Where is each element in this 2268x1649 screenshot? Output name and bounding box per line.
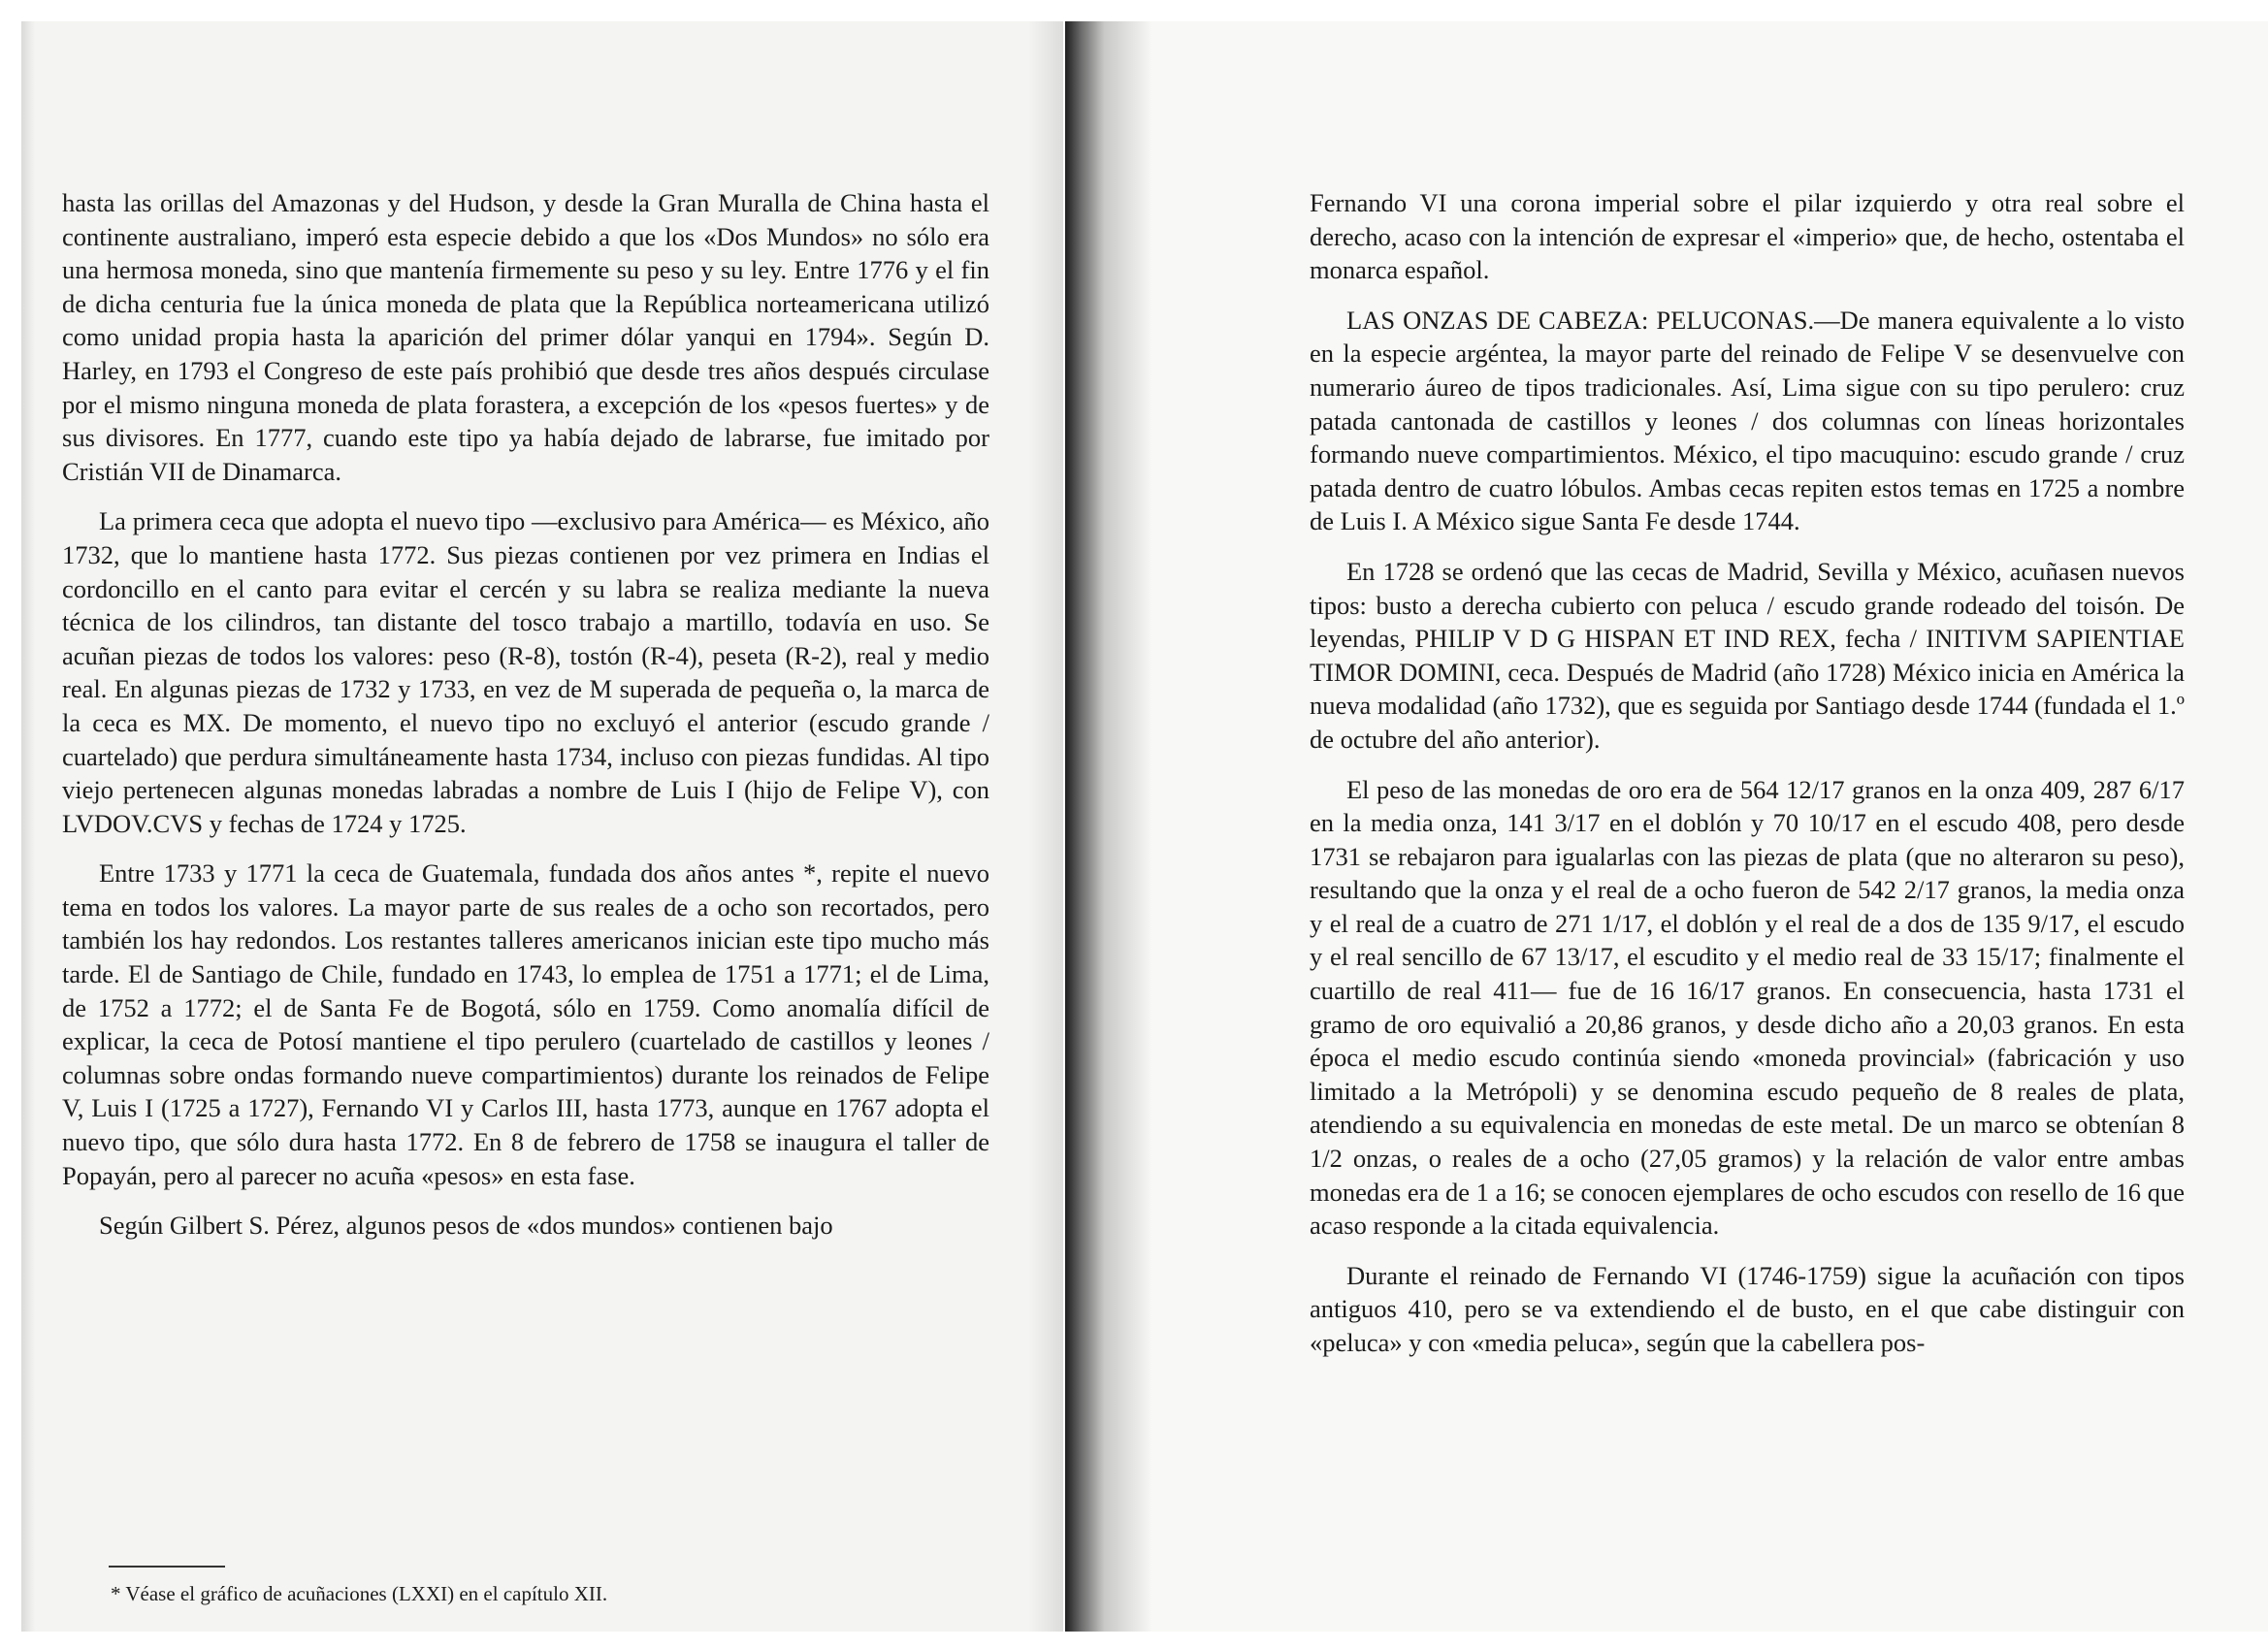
left-paragraph-2: La primera ceca que adoptа el nuevo tipo —exclusivo para América— es México, año 1732, que lo mantiene hasta 1772. Sus piezas contienen por vez primera en Indias el cordoncillo en el canto para evitar el cercén y su labra se realiza mediante la nueva técnica de los cilindros, tan distante del tosco trabajo a martillo, todavía en uso. Se acuñan piezas de todos los valores: peso (R-8), tostón (R-4), peseta (R-2), real y medio real. En algunas piezas de 1732 y 1733, en vez de M superada de pequeña o, la marca de la ceca es MX. De momento, el nuevo tipo no excluyó el anterior (escudo grande / cuartelado) que perdura simultáneamente hasta 1734, incluso con piezas fundidas. Al tipo viejo pertenecen algunas monedas labradas a nombre de Luis I (hijo de Felipe V), con LVDOV.CVS y fechas de 1724 y 1725. xyxy=(62,506,989,838)
right-paragraph-1: Fernando VI una corona imperial sobre el pilar izquierdo y otra real sobre el derecho, acaso con la intención de expresar el «imperio» que, de hecho, ostentaba el monarca español. xyxy=(1310,188,2185,285)
left-paragraph-1: hasta las orillas del Amazonas y del Hudson, y desde la Gran Muralla de China hasta el continente australiano, imperó esta especie debido a que los «Dos Mundos» no sólo era una hermosa moneda, sino que mantenía firmemente su peso y su ley. Entre 1776 y el fin de dicha centuria fue la única moneda de plata que la República norteamericana utilizó como unidad propia hasta la aparición del primer dólar yanqui en 1794». Según D. Harley, en 1793 el Congreso de este país prohibió que desde tres años después circulase por el mismo ninguna moneda de plata forastera, a excepción de los «pesos fuertes» y de sus divisores. En 1777, cuando este tipo ya había dejado de labrarse, fue imitado por Cristián VII de Dinamarca. xyxy=(62,188,989,486)
right-page xyxy=(1065,21,2268,1632)
left-paragraph-4: Según Gilbert S. Pérez, algunos pesos de «dos mundos» contienen bajo xyxy=(99,1211,833,1241)
right-paragraph-3: En 1728 se ordenó que las cecas de Madrid, Sevilla y México, acuñasen nuevos tipos: busto a derecha cubierto con peluca / escudo grande rodeado del toisón. De leyendas, PHILIP V D G HISPAN ET IND REX, fecha / INITIVM SAPIENTIAE TIMOR DOMINI, ceca. Después de Madrid (año 1728) México inicia en América la nueva modalidad (año 1732), que es seguida por Santiago desde 1744 (fundada el 1.º de octubre del año anterior). xyxy=(1310,556,2185,754)
left-page-edge-shadow xyxy=(21,21,35,1632)
right-paragraph-onzas: LAS ONZAS DE CABEZA: PELUCONAS.—De manera equivalente a lo visto en la especie argéntea, la mayor parte del reinado de Felipe V se desenvuelve con numerario áureo de tipos tradicionales. Así, Lima sigue con su tipo perulero: cruz patada cantonada de castillos y leones / dos columnas con líneas horizontales formando nueve compartimientos. México, el tipo macuquino: escudo grande / cruz patada dentro de cuatro lóbulos. Ambas cecas repiten estos temas en 1725 a nombre de Luis I. A México sigue Santa Fe desde 1744. xyxy=(1310,305,2185,536)
right-paragraph-5: Durante el reinado de Fernando VI (1746-1759) sigue la acuñación con tipos antiguos 410, pero se va extendiendo el de busto, en el que cabe distinguir con «peluca» y con «media peluca», según que la cabellera pos- xyxy=(1310,1260,2185,1357)
left-page xyxy=(21,21,1059,1632)
footnote: * Véase el gráfico de acuñaciones (LXXI) en el capítulo XII. xyxy=(111,1582,608,1605)
right-page-text xyxy=(1310,186,2185,1376)
footnote-rule xyxy=(109,1566,225,1568)
right-paragraph-4: El peso de las monedas de oro era de 564 12/17 granos en la onza 409, 287 6/17 en la media onza, 141 3/17 en el doblón y 70 10/17 en el escudo 408, pero desde 1731 se rebajaron para igualarlas con las piezas de plata (que no alteraron su peso), resultando que la onza y el real de a ocho fueron de 542 2/17 granos, la media onza y el real de a cuatro de 271 1/17, el doblón y el real de a dos de 135 9/17, el escudo y el real sencillo de 67 13/17, el escudito y el medio real de 33 15/17; finalmente el cuartillo de real 411— fue de 16 16/17 granos. En consecuencia, hasta 1731 el gramo de oro equivalió a 20,86 granos, y desde dicho año a 20,03 granos. En esta época el medio escudo continúa siendo «moneda provincial» (fabricación y uso limitado a la Metrópoli) y se denomina escudo pequeño de 8 reales de plata, atendiendo a su equivalencia en monedas de este metal. De un marco se obtenían 8 1/2 onzas, o reales de a ocho (27,05 gramos) y la relación de valor entre ambas monedas era de 1 a 16; se conocen ejemplares de ocho escudos con resello de 16 que acaso responde a la citada equivalencia. xyxy=(1310,774,2185,1241)
left-paragraph-3: Entre 1733 y 1771 la ceca de Guatemala, fundada dos años antes *, repite el nuevo tema en todos los valores. La mayor parte de sus reales de a ocho son recortados, pero también los hay redondos. Los restantes talleres americanos inician este tipo mucho más tarde. El de Santiago de Chile, fundado en 1743, lo emplea de 1751 a 1771; el de Lima, de 1752 a 1772; el de Santa Fe de Bogotá, sólo en 1759. Como anomalía difícil de explicar, la ceca de Potosí mantiene el tipo perulero (cuartelado de castillos y leones / columnas sobre ondas formando nueve compartimientos) durante los reinados de Felipe V, Luis I (1725 a 1727), Fernando VI y Carlos III, hasta 1773, aunque en 1767 adopta el nuevo tipo, que sólo dura hasta 1772. En 8 de febrero de 1758 se inaugura el taller de Popayán, pero al parecer no acuña «pesos» en esta fase. xyxy=(62,858,989,1190)
left-page-text xyxy=(62,186,989,1259)
gutter-left-shadow xyxy=(1028,21,1063,1632)
gutter-binding-shadow xyxy=(1065,21,1152,1632)
